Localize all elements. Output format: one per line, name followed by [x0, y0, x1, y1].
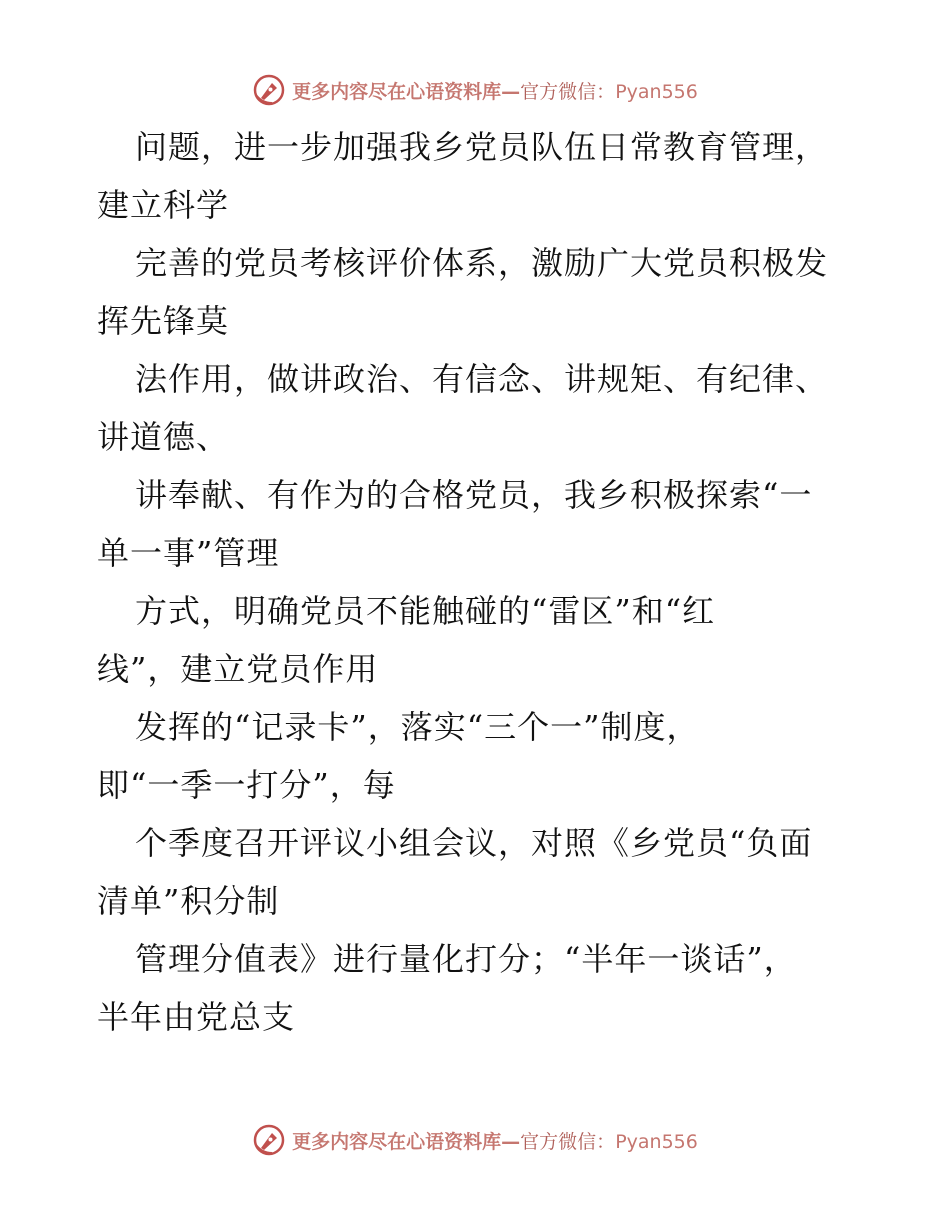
text-line: 问题，进一步加强我乡党员队伍日常教育管理，: [135, 128, 829, 166]
pen-nib-logo-icon: [252, 73, 286, 107]
text-line: 完善的党员考核评价体系，激励广大党员积极发: [135, 244, 829, 282]
text-line: 单一事”管理: [97, 534, 280, 572]
text-line: 讲道德、: [97, 418, 230, 456]
text-line: 线”，建立党员作用: [97, 650, 379, 688]
watermark-text: [292, 77, 698, 104]
watermark-wechat-label: 官方微信：: [520, 80, 616, 103]
text-line: 方式，明确党员不能触碰的“雷区”和“红: [135, 592, 716, 630]
watermark-dash: —: [501, 80, 521, 103]
text-line: 管理分值表》进行量化打分；“半年一谈话”，: [135, 940, 797, 978]
watermark-wechat-id: Pyan556: [615, 1130, 698, 1153]
text-line: 个季度召开评议小组会议，对照《乡党员“负面: [135, 824, 813, 862]
watermark-dash: —: [501, 1130, 521, 1153]
pen-nib-logo-icon: [252, 1123, 286, 1157]
watermark-text: [292, 1127, 698, 1154]
watermark-site-text: 更多内容尽在心语资料库: [292, 1130, 502, 1153]
watermark-site-text: 更多内容尽在心语资料库: [292, 80, 502, 103]
text-line: 发挥的“记录卡”，落实“三个一”制度，: [135, 708, 700, 746]
watermark-wechat-label: 官方微信：: [520, 1130, 616, 1153]
text-line: 建立科学: [97, 186, 230, 224]
text-line: 讲奉献、有作为的合格党员，我乡积极探索“一: [135, 476, 813, 514]
text-line: 清单”积分制: [97, 882, 280, 920]
watermark-wechat-id: Pyan556: [615, 80, 698, 103]
header-watermark: [0, 70, 950, 110]
text-line: 挥先锋莫: [97, 302, 230, 340]
text-line: 半年由党总支: [97, 998, 296, 1036]
text-line: 即“一季一打分”，每: [97, 766, 396, 804]
footer-watermark: [0, 1120, 950, 1160]
text-line: 法作用，做讲政治、有信念、讲规矩、有纪律、: [135, 360, 829, 398]
document-body: [97, 118, 877, 1046]
